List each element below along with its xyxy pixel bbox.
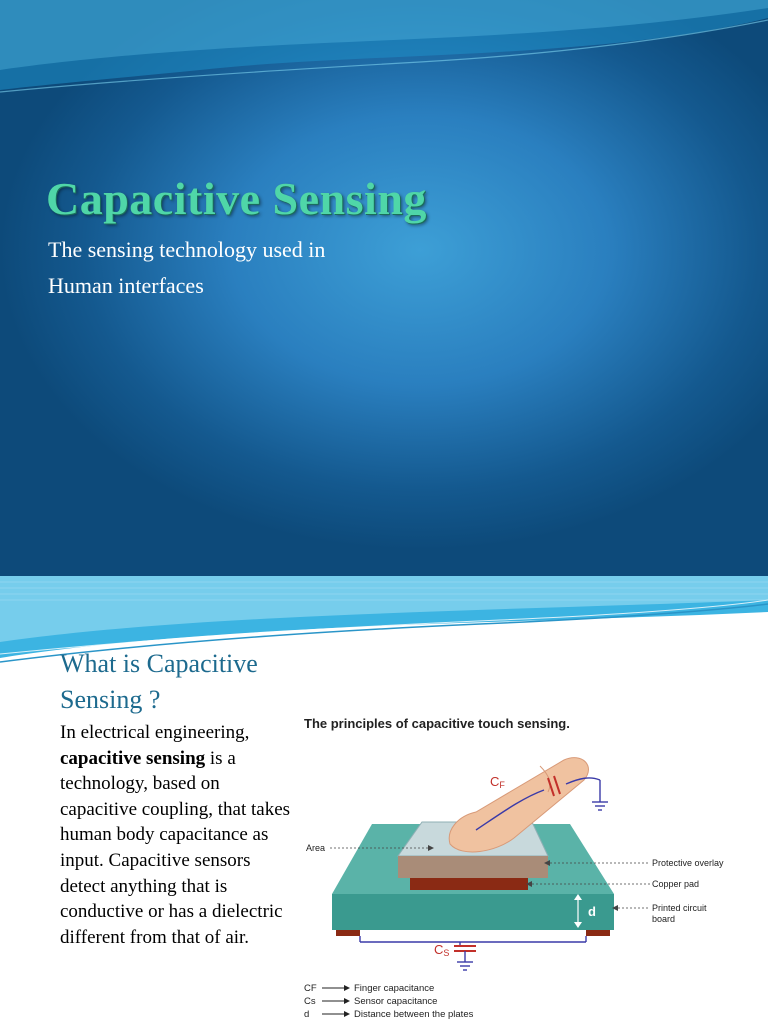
body-text-2: is a technology, based on capacitive coupling, that takes human body capacitance as input. Capacitive sensors detect anything that is conductive or has a dielectric different from that of air. bbox=[60, 747, 291, 948]
capacitive-touch-diagram bbox=[300, 706, 740, 1024]
overlay-front bbox=[398, 856, 548, 878]
pcb-right-pad bbox=[586, 930, 610, 936]
copper-pad bbox=[410, 878, 528, 890]
top-wave-decoration bbox=[0, 0, 768, 100]
legend-text-cf: Finger capacitance bbox=[354, 983, 435, 994]
legend-text-d: Distance between the plates bbox=[354, 1009, 474, 1020]
cf-ground-icon bbox=[592, 802, 608, 810]
pcb-label-line1: Printed circuit bbox=[652, 903, 707, 913]
legend-key-cf: CF bbox=[304, 983, 317, 994]
legend-key-cs: Cs bbox=[304, 996, 316, 1007]
diagram-svg bbox=[300, 706, 740, 1024]
diagram-legend bbox=[304, 983, 474, 1020]
slide-subtitle bbox=[48, 232, 448, 304]
d-label: d bbox=[588, 904, 596, 919]
subtitle-line-2: Human interfaces bbox=[48, 273, 204, 298]
subtitle-line-1: The sensing technology used in bbox=[48, 237, 326, 262]
pcb-left-pad bbox=[336, 930, 360, 936]
cf-label: CF bbox=[490, 774, 505, 790]
slide-title: Capacitive Sensing bbox=[46, 173, 427, 224]
body-text-1: In electrical engineering, bbox=[60, 722, 250, 743]
body-bold-term: capacitive sensing bbox=[60, 747, 206, 769]
protective-overlay-label: Protective overlay bbox=[652, 858, 724, 868]
copper-pad-label: Copper pad bbox=[652, 879, 700, 889]
diagram-title: The principles of capacitive touch sensing. bbox=[304, 716, 570, 731]
cs-label: CS bbox=[434, 942, 450, 958]
slide-heading: What is Capacitive Sensing ? bbox=[60, 649, 258, 714]
cs-ground-icon bbox=[457, 962, 473, 970]
legend-key-d: d bbox=[304, 1009, 310, 1020]
pcb-front-face bbox=[332, 894, 614, 930]
content-slide bbox=[0, 576, 768, 1024]
body-paragraph bbox=[60, 720, 292, 950]
pcb-label-line2: board bbox=[652, 914, 676, 924]
legend-text-cs: Sensor capacitance bbox=[354, 996, 438, 1007]
area-label: Area bbox=[306, 843, 326, 853]
